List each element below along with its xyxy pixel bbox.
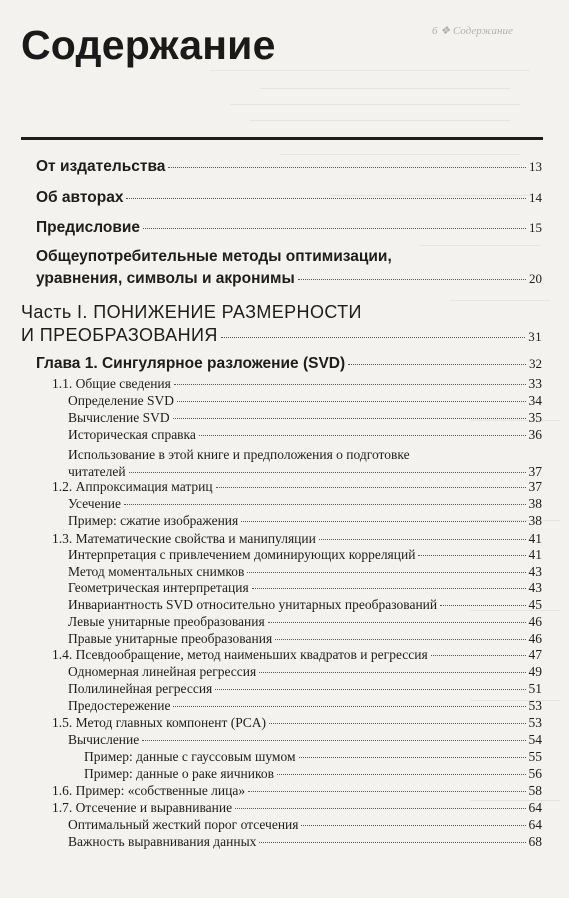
toc-label: Об авторах bbox=[36, 189, 124, 206]
leader-dots bbox=[259, 842, 525, 843]
leader-dots bbox=[299, 757, 526, 758]
leader-dots bbox=[418, 555, 525, 556]
toc-entry[interactable] bbox=[52, 715, 542, 731]
toc-entry[interactable] bbox=[68, 664, 542, 680]
toc-label: Левые унитарные преобразования bbox=[68, 614, 265, 629]
toc-entry[interactable] bbox=[52, 783, 542, 799]
toc-label: 1.3. Математические свойства и манипуляции bbox=[52, 531, 316, 546]
toc-entry[interactable] bbox=[68, 580, 542, 596]
toc-label: Пример: данные о раке яичников bbox=[84, 766, 275, 781]
toc-label: 1.4. Псевдообращение, метод наименьших квадратов и регрессия bbox=[52, 647, 428, 662]
leader-dots bbox=[440, 605, 525, 606]
toc-label: Интерпретация с привлечением доминирующих корреляций bbox=[68, 547, 416, 562]
toc-label: Важность выравнивания данных bbox=[68, 834, 257, 849]
leader-dots bbox=[143, 228, 526, 229]
toc-label-line2: уравнения, символы и акронимы bbox=[36, 270, 295, 287]
toc-page-number: 55 bbox=[528, 749, 542, 764]
leader-dots bbox=[221, 337, 525, 338]
toc-page-number: 33 bbox=[528, 376, 542, 391]
toc-label: 1.1. Общие сведения bbox=[52, 376, 171, 391]
leader-dots bbox=[215, 689, 525, 690]
toc-label-line2: читателей bbox=[68, 464, 126, 479]
toc-label-line1: Общеупотребительные методы оптимизации, bbox=[36, 248, 392, 265]
toc-entry[interactable] bbox=[68, 496, 542, 512]
toc-page-number: 37 bbox=[528, 479, 542, 494]
toc-label: Предисловие bbox=[36, 219, 141, 236]
toc-entry[interactable] bbox=[68, 614, 542, 630]
leader-dots bbox=[275, 639, 525, 640]
toc-page-number: 38 bbox=[528, 513, 542, 528]
toc-page-number: 68 bbox=[528, 834, 542, 849]
leader-dots bbox=[173, 418, 526, 419]
leader-dots bbox=[268, 622, 526, 623]
toc-label: Одномерная линейная регрессия bbox=[68, 664, 257, 679]
toc-page-number: 53 bbox=[528, 698, 542, 713]
toc-page-number: 41 bbox=[528, 547, 542, 562]
toc-label: Вычисление bbox=[68, 732, 140, 747]
toc-chapter[interactable] bbox=[36, 355, 542, 373]
toc-entry-front[interactable] bbox=[36, 246, 542, 290]
leader-dots bbox=[235, 808, 525, 809]
toc-label: Полилинейная регрессия bbox=[68, 681, 213, 696]
toc-label-line1: Использование в этой книге и предположения о подготовке bbox=[68, 447, 410, 462]
toc-entry[interactable] bbox=[52, 647, 542, 663]
toc-page-number: 56 bbox=[528, 766, 542, 781]
toc-page-number: 64 bbox=[528, 817, 542, 832]
toc-entry[interactable] bbox=[52, 479, 542, 495]
toc-label: Вычисление SVD bbox=[68, 410, 170, 425]
leader-dots bbox=[348, 364, 526, 365]
leader-dots bbox=[247, 572, 525, 573]
leader-dots bbox=[319, 539, 526, 540]
toc-label: Усечение bbox=[68, 496, 121, 511]
toc-entry-front[interactable] bbox=[36, 219, 542, 237]
toc-page-number: 46 bbox=[528, 614, 542, 629]
leader-dots bbox=[124, 504, 526, 505]
toc-label: 1.2. Аппроксимация матриц bbox=[52, 479, 213, 494]
toc-label: Пример: данные с гауссовым шумом bbox=[84, 749, 296, 764]
toc-page-number: 41 bbox=[528, 531, 542, 546]
toc-entry[interactable] bbox=[52, 531, 542, 547]
toc-entry[interactable] bbox=[68, 817, 542, 833]
toc-page-number: 38 bbox=[528, 496, 542, 511]
toc-entry[interactable] bbox=[68, 393, 542, 409]
toc-label: Предостережение bbox=[68, 698, 171, 713]
toc-page-number: 53 bbox=[528, 715, 542, 730]
toc-page-number: 15 bbox=[529, 220, 542, 235]
toc-entry[interactable] bbox=[68, 547, 542, 563]
toc-entry[interactable] bbox=[84, 766, 542, 782]
part-title-line2: И ПРЕОБРАЗОВАНИЯ bbox=[21, 325, 218, 345]
leader-dots bbox=[177, 401, 526, 402]
leader-dots bbox=[126, 198, 526, 199]
toc-entry[interactable] bbox=[68, 597, 542, 613]
toc-page-number: 46 bbox=[528, 631, 542, 646]
chapter-title: Глава 1. Сингулярное разложение (SVD) bbox=[36, 355, 346, 372]
toc-label: Историческая справка bbox=[68, 427, 196, 442]
leader-dots bbox=[277, 774, 525, 775]
toc-page-number: 58 bbox=[528, 783, 542, 798]
toc-page-number: 54 bbox=[528, 732, 542, 747]
toc-entry[interactable] bbox=[68, 681, 542, 697]
toc-label: Правые унитарные преобразования bbox=[68, 631, 273, 646]
toc-label: Пример: сжатие изображения bbox=[68, 513, 239, 528]
leader-dots bbox=[174, 384, 526, 385]
toc-page-number: 45 bbox=[528, 597, 542, 612]
leader-dots bbox=[259, 672, 525, 673]
leader-dots bbox=[168, 167, 526, 168]
toc-page-number: 64 bbox=[528, 800, 542, 815]
toc-entry[interactable] bbox=[52, 800, 542, 816]
toc-page-number: 13 bbox=[529, 159, 542, 174]
toc-part[interactable] bbox=[21, 301, 542, 348]
leader-dots bbox=[216, 487, 526, 488]
toc-label: Оптимальный жесткий порог отсечения bbox=[68, 817, 299, 832]
page-title: Содержание bbox=[21, 22, 276, 68]
toc-label: Метод моментальных снимков bbox=[68, 564, 245, 579]
running-header: 6 ❖ Содержание bbox=[432, 25, 513, 37]
leader-dots bbox=[301, 825, 525, 826]
toc-label: 1.7. Отсечение и выравнивание bbox=[52, 800, 233, 815]
toc-page-number: 20 bbox=[529, 271, 542, 286]
leader-dots bbox=[269, 723, 526, 724]
toc-page-number: 34 bbox=[528, 393, 542, 408]
leader-dots bbox=[199, 435, 526, 436]
leader-dots bbox=[248, 791, 525, 792]
toc-entry[interactable] bbox=[68, 513, 542, 529]
toc-page-number: 32 bbox=[529, 356, 542, 371]
toc-label: 1.6. Пример: «собственные лица» bbox=[52, 783, 246, 798]
toc-label: Определение SVD bbox=[68, 393, 174, 408]
toc-label: От издательства bbox=[36, 158, 166, 175]
toc-page-number: 49 bbox=[528, 664, 542, 679]
toc-page-number: 31 bbox=[528, 329, 542, 344]
toc-entry[interactable] bbox=[68, 631, 542, 647]
toc-page-number: 35 bbox=[528, 410, 542, 425]
toc-page-number: 36 bbox=[528, 427, 542, 442]
toc-label: Геометрическая интерпретация bbox=[68, 580, 249, 595]
toc-page-number: 43 bbox=[528, 564, 542, 579]
toc-page-number: 14 bbox=[529, 190, 542, 205]
toc-entry[interactable] bbox=[68, 698, 542, 714]
toc-entry[interactable] bbox=[68, 834, 542, 850]
toc-page-number: 47 bbox=[528, 647, 542, 662]
toc-label: Инвариантность SVD относительно унитарных преобразований bbox=[68, 597, 438, 612]
toc-entry[interactable] bbox=[52, 376, 542, 392]
leader-dots bbox=[173, 706, 525, 707]
leader-dots bbox=[431, 655, 526, 656]
toc-page-number: 51 bbox=[528, 681, 542, 696]
toc-page-number: 43 bbox=[528, 580, 542, 595]
toc-entry-front[interactable] bbox=[36, 189, 542, 207]
toc-entry-front[interactable] bbox=[36, 158, 542, 176]
toc-entry[interactable] bbox=[68, 446, 542, 480]
title-rule bbox=[21, 137, 543, 140]
toc-entry[interactable] bbox=[68, 732, 542, 748]
leader-dots bbox=[241, 521, 525, 522]
leader-dots bbox=[252, 588, 526, 589]
leader-dots bbox=[142, 740, 525, 741]
toc-label: 1.5. Метод главных компонент (PCA) bbox=[52, 715, 266, 730]
toc-entry[interactable] bbox=[68, 410, 542, 426]
toc-entry[interactable] bbox=[68, 564, 542, 580]
part-title-line1: Часть I. ПОНИЖЕНИЕ РАЗМЕРНОСТИ bbox=[21, 302, 362, 322]
leader-dots bbox=[298, 279, 526, 280]
toc-entry[interactable] bbox=[68, 427, 542, 443]
toc-page-number: 37 bbox=[528, 464, 542, 479]
leader-dots bbox=[129, 472, 526, 473]
toc-entry[interactable] bbox=[84, 749, 542, 765]
